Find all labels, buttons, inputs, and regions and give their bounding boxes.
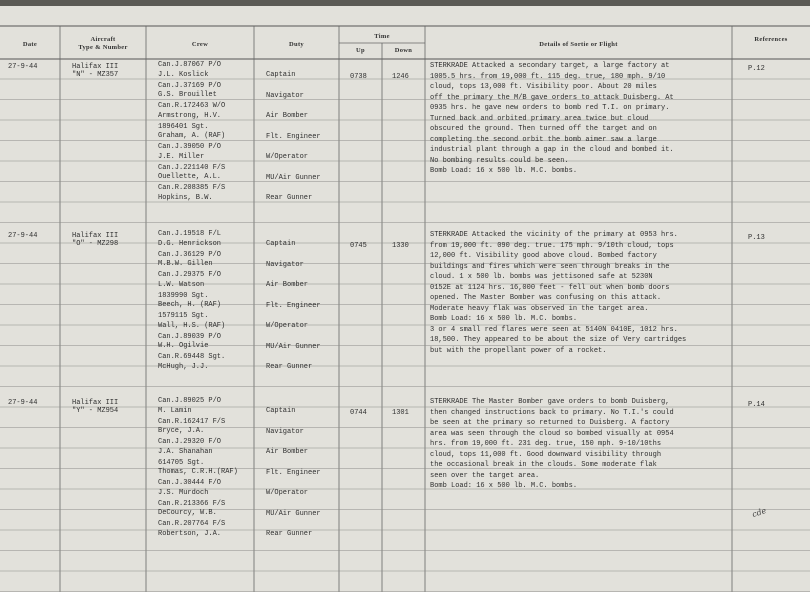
crew-member: Can.J.30444 F/O J.S. Murdoch [158, 479, 222, 497]
header-references: References [754, 36, 788, 43]
crew-member: Can.J.87067 P/O J.L. Koslick [158, 61, 222, 79]
header-date: Date [22, 41, 38, 48]
sortie-detail-line: from 19,000 ft. 090 deg. true. 175 mph. 9/10th cloud, tops [430, 241, 674, 250]
crew-member: 1896401 Sgt. Graham, A. (RAF) [158, 122, 226, 140]
crew-duty: Navigator [266, 91, 304, 100]
crew-member: Can.J.29375 F/O L.W. Watson [158, 271, 222, 289]
sortie-detail-line: the occasional break in the clouds. Some moderate flak [430, 461, 657, 469]
crew-member: 1839990 Sgt. Beech, H. (RAF) [158, 291, 222, 309]
crew-duty: Air Bomber [266, 112, 309, 120]
sortie-detail-line: 12,000 ft. Visibility good above cloud. Bombed factory [430, 252, 657, 260]
sortie-time-down: 1246 [392, 73, 409, 81]
sortie-time-down: 1330 [392, 242, 409, 250]
crew-member: Can.J.89039 P/O W.H. Ogilvie [158, 332, 222, 350]
header-details: Details of Sortie or Flight [539, 41, 618, 48]
sortie-time-up: 0738 [350, 73, 367, 81]
sortie-detail-line: 1005.5 hrs. from 19,000 ft. 115 deg. true, 180 mph. 9/10 [430, 72, 666, 81]
sortie-detail-line: buildings and fires which were seen through breaks in the [430, 262, 670, 271]
crew-duty: Flt. Engineer [266, 132, 321, 141]
crew-member: Can.R.213366 F/S DeCourcy, W.B. [158, 499, 226, 517]
crew-member: Can.R.69448 Sgt. McHugh, J.J. [158, 353, 226, 371]
crew-duty: Navigator [266, 427, 304, 436]
operations-record-page [0, 6, 810, 592]
crew-duty: MU/Air Gunner [266, 342, 321, 351]
sortie-aircraft: Halifax III "O" - MZ298 [72, 232, 119, 248]
header-duty: Duty [289, 41, 304, 48]
sortie-date: 27-9-44 [8, 399, 38, 407]
crew-duty: Air Bomber [266, 281, 309, 289]
header-aircraft: Aircraft Type & Number [78, 36, 128, 51]
sortie-time-down: 1301 [392, 409, 409, 417]
sortie-date: 27-9-44 [8, 232, 38, 240]
sortie-reference: P.12 [748, 65, 765, 73]
sortie-detail-line: 0152E at 1124 hrs. 16,000 feet - fell out when bomb doors [430, 283, 670, 292]
crew-duty: Air Bomber [266, 448, 309, 456]
sortie-detail-line: cloud, tops 13,000 ft. Visibility poor. About 20 miles [430, 83, 657, 91]
sortie-detail-line: 3 or 4 small red flares were seen at 5140N 0410E, 1012 hrs. [430, 325, 678, 334]
crew-member: Can.J.221140 F/S Ouellette, A.L. [158, 163, 226, 181]
crew-duty: W/Operator [266, 489, 309, 497]
sortie-time-up: 0744 [350, 409, 367, 417]
crew-member: Can.R.162417 F/S Bryce, J.A. [158, 417, 226, 435]
sortie-time-up: 0745 [350, 242, 367, 250]
crew-duty: Flt. Engineer [266, 468, 321, 477]
sortie-detail-line: cloud, tops 11,000 ft. Good downward visibility through [430, 450, 662, 459]
crew-member: Can.J.19518 F/L D.G. Henrickson [158, 230, 222, 248]
sortie-detail-line: completing the second orbit the bomb aimer saw a large [430, 135, 657, 144]
form-grid-lines [0, 6, 810, 592]
crew-member: Can.R.207764 F/S Robertson, J.A. [158, 520, 226, 538]
sortie-detail-line: 0935 hrs. he gave new orders to bomb red T.I. on primary. [430, 104, 670, 112]
crew-member: Can.J.89025 P/O M. Lamin [158, 397, 222, 415]
crew-member: Can.J.36129 P/O M.B.W. Gillen [158, 250, 222, 268]
crew-member: 614705 Sgt. Thomas, C.R.H.(RAF) [158, 458, 238, 476]
sortie-detail-line: 18,500. They appeared to be about the size of Very cartridges [430, 336, 687, 344]
sortie-detail-line: industrial plant through a gap in the cloud and bombed it. [430, 146, 674, 154]
sortie-detail-line: STERKRADE Attacked the vicinity of the primary at 0953 hrs. [430, 231, 678, 239]
sortie-detail-line: No bombing results could be seen. [430, 156, 569, 165]
sortie-detail-line: obscured the ground. Then turned off the target and on [430, 125, 657, 133]
header-time-up: Up [356, 47, 365, 54]
sortie-detail-line: then changed instructions back to primary. No T.I.'s could [430, 408, 674, 417]
sortie-detail-line: STERKRADE Attacked a secondary target, a large factory at [430, 62, 670, 70]
crew-member: Can.R.208385 F/S Hopkins, B.W. [158, 184, 226, 202]
sortie-detail-line: be seen at the primary so returned to Duisberg. A factory [430, 419, 670, 427]
crew-member: Can.J.29320 F/O J.A. Shanahan [158, 438, 222, 456]
sortie-detail-line: STERKRADE The Master Bomber gave orders to bomb Duisberg, [430, 398, 670, 406]
sortie-detail-line: Bomb Load: 16 x 500 lb. M.C. bombs. [430, 482, 578, 490]
header-time-down: Down [394, 47, 413, 54]
crew-duty: Flt. Engineer [266, 301, 321, 310]
crew-member: Can.R.172463 W/O Armstrong, H.V. [158, 102, 226, 120]
handwritten-initials: cde [750, 506, 768, 519]
crew-duty: Rear Gunner [266, 530, 313, 538]
sortie-date: 27-9-44 [8, 63, 38, 71]
sortie-detail-line: off the primary the M/B gave orders to attack Duisberg. At [430, 93, 674, 102]
sortie-detail-line: hrs. from 19,000 ft. 231 deg. true, 150 mph. 9-10/10ths [430, 440, 662, 448]
sortie-reference: P.14 [748, 401, 765, 409]
sortie-detail-line: area was seen through the cloud so bombed visually at 0954 [430, 429, 674, 438]
sortie-detail-line: cloud. 1 x 500 lb. bombs was jettisoned safe at 5230N [430, 273, 653, 281]
sortie-detail-line: but with the propellant power of a rocket. [430, 346, 607, 355]
crew-duty: MU/Air Gunner [266, 173, 321, 182]
sortie-detail-line: Bomb Load: 16 x 500 lb. M.C. bombs. [430, 167, 578, 175]
crew-duty: Rear Gunner [266, 363, 313, 371]
sortie-detail-line: seen over the target area. [430, 471, 540, 480]
crew-duty: Captain [266, 71, 296, 79]
sortie-aircraft: Halifax III "Y" - MZ954 [72, 399, 119, 415]
crew-member: Can.J.39050 P/O J.E. Miller [158, 143, 222, 161]
crew-member: Can.J.37169 P/O G.S. Brouillet [158, 81, 222, 99]
crew-duty: Captain [266, 407, 296, 415]
crew-duty: W/Operator [266, 153, 309, 161]
header-time: Time [374, 33, 390, 40]
crew-duty: Captain [266, 240, 296, 248]
sortie-reference: P.13 [748, 234, 765, 242]
crew-duty: Rear Gunner [266, 194, 313, 202]
crew-duty: MU/Air Gunner [266, 509, 321, 518]
sortie-detail-line: Bomb Load: 16 x 500 lb. M.C. bombs. [430, 315, 578, 323]
crew-duty: Navigator [266, 260, 304, 269]
crew-duty: W/Operator [266, 322, 309, 330]
sortie-detail-line: opened. The Master Bomber was confusing on this attack. [430, 294, 662, 302]
crew-member: 1579115 Sgt. Wall, H.S. (RAF) [158, 312, 226, 330]
sortie-detail-line: Moderate heavy flak was observed in the target area. [430, 304, 649, 313]
header-crew: Crew [191, 41, 209, 48]
sortie-aircraft: Halifax III "N" - MZ357 [72, 63, 119, 79]
sortie-detail-line: Turned back and orbited primary area twice but cloud [430, 114, 649, 123]
